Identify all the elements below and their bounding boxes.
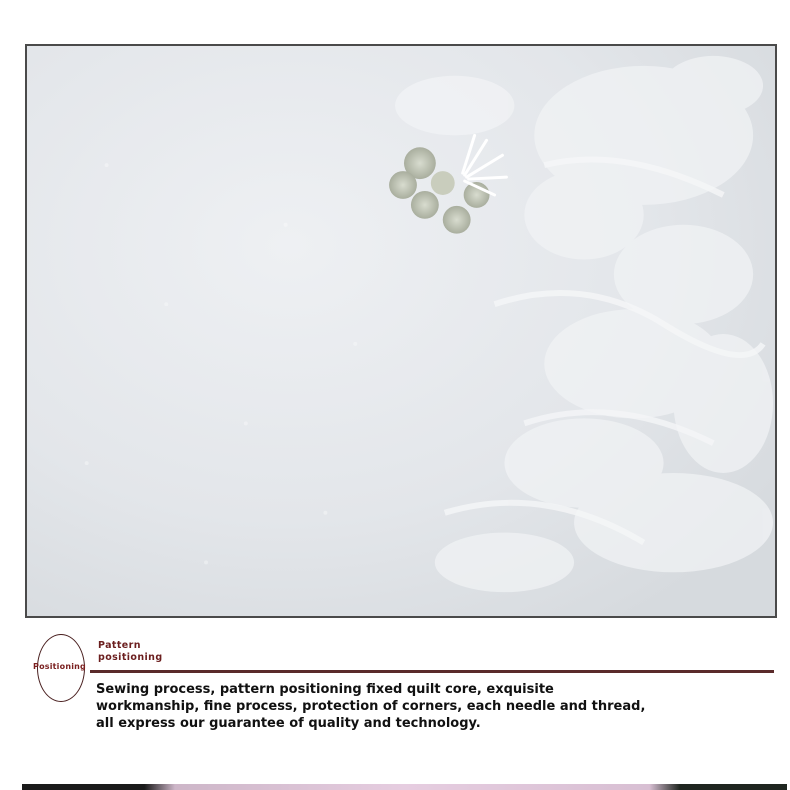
heading-line-1: Pattern [98,640,141,651]
next-image-strip [22,784,787,790]
section-description [96,681,656,732]
fabric-image [27,46,775,616]
divider [90,670,774,673]
product-photo [25,44,777,618]
badge-label: Positioning [33,662,86,671]
description-line-1: Sewing process, pattern positioning fixed quilt core, exquisite [96,682,554,697]
heading-line-2: positioning [98,652,163,663]
section-heading [98,640,163,664]
description-line-2: workmanship, fine process, protection of corners, each needle and thread, [96,699,646,714]
description-line-3: all express our guarantee of quality and technology. [96,716,481,731]
